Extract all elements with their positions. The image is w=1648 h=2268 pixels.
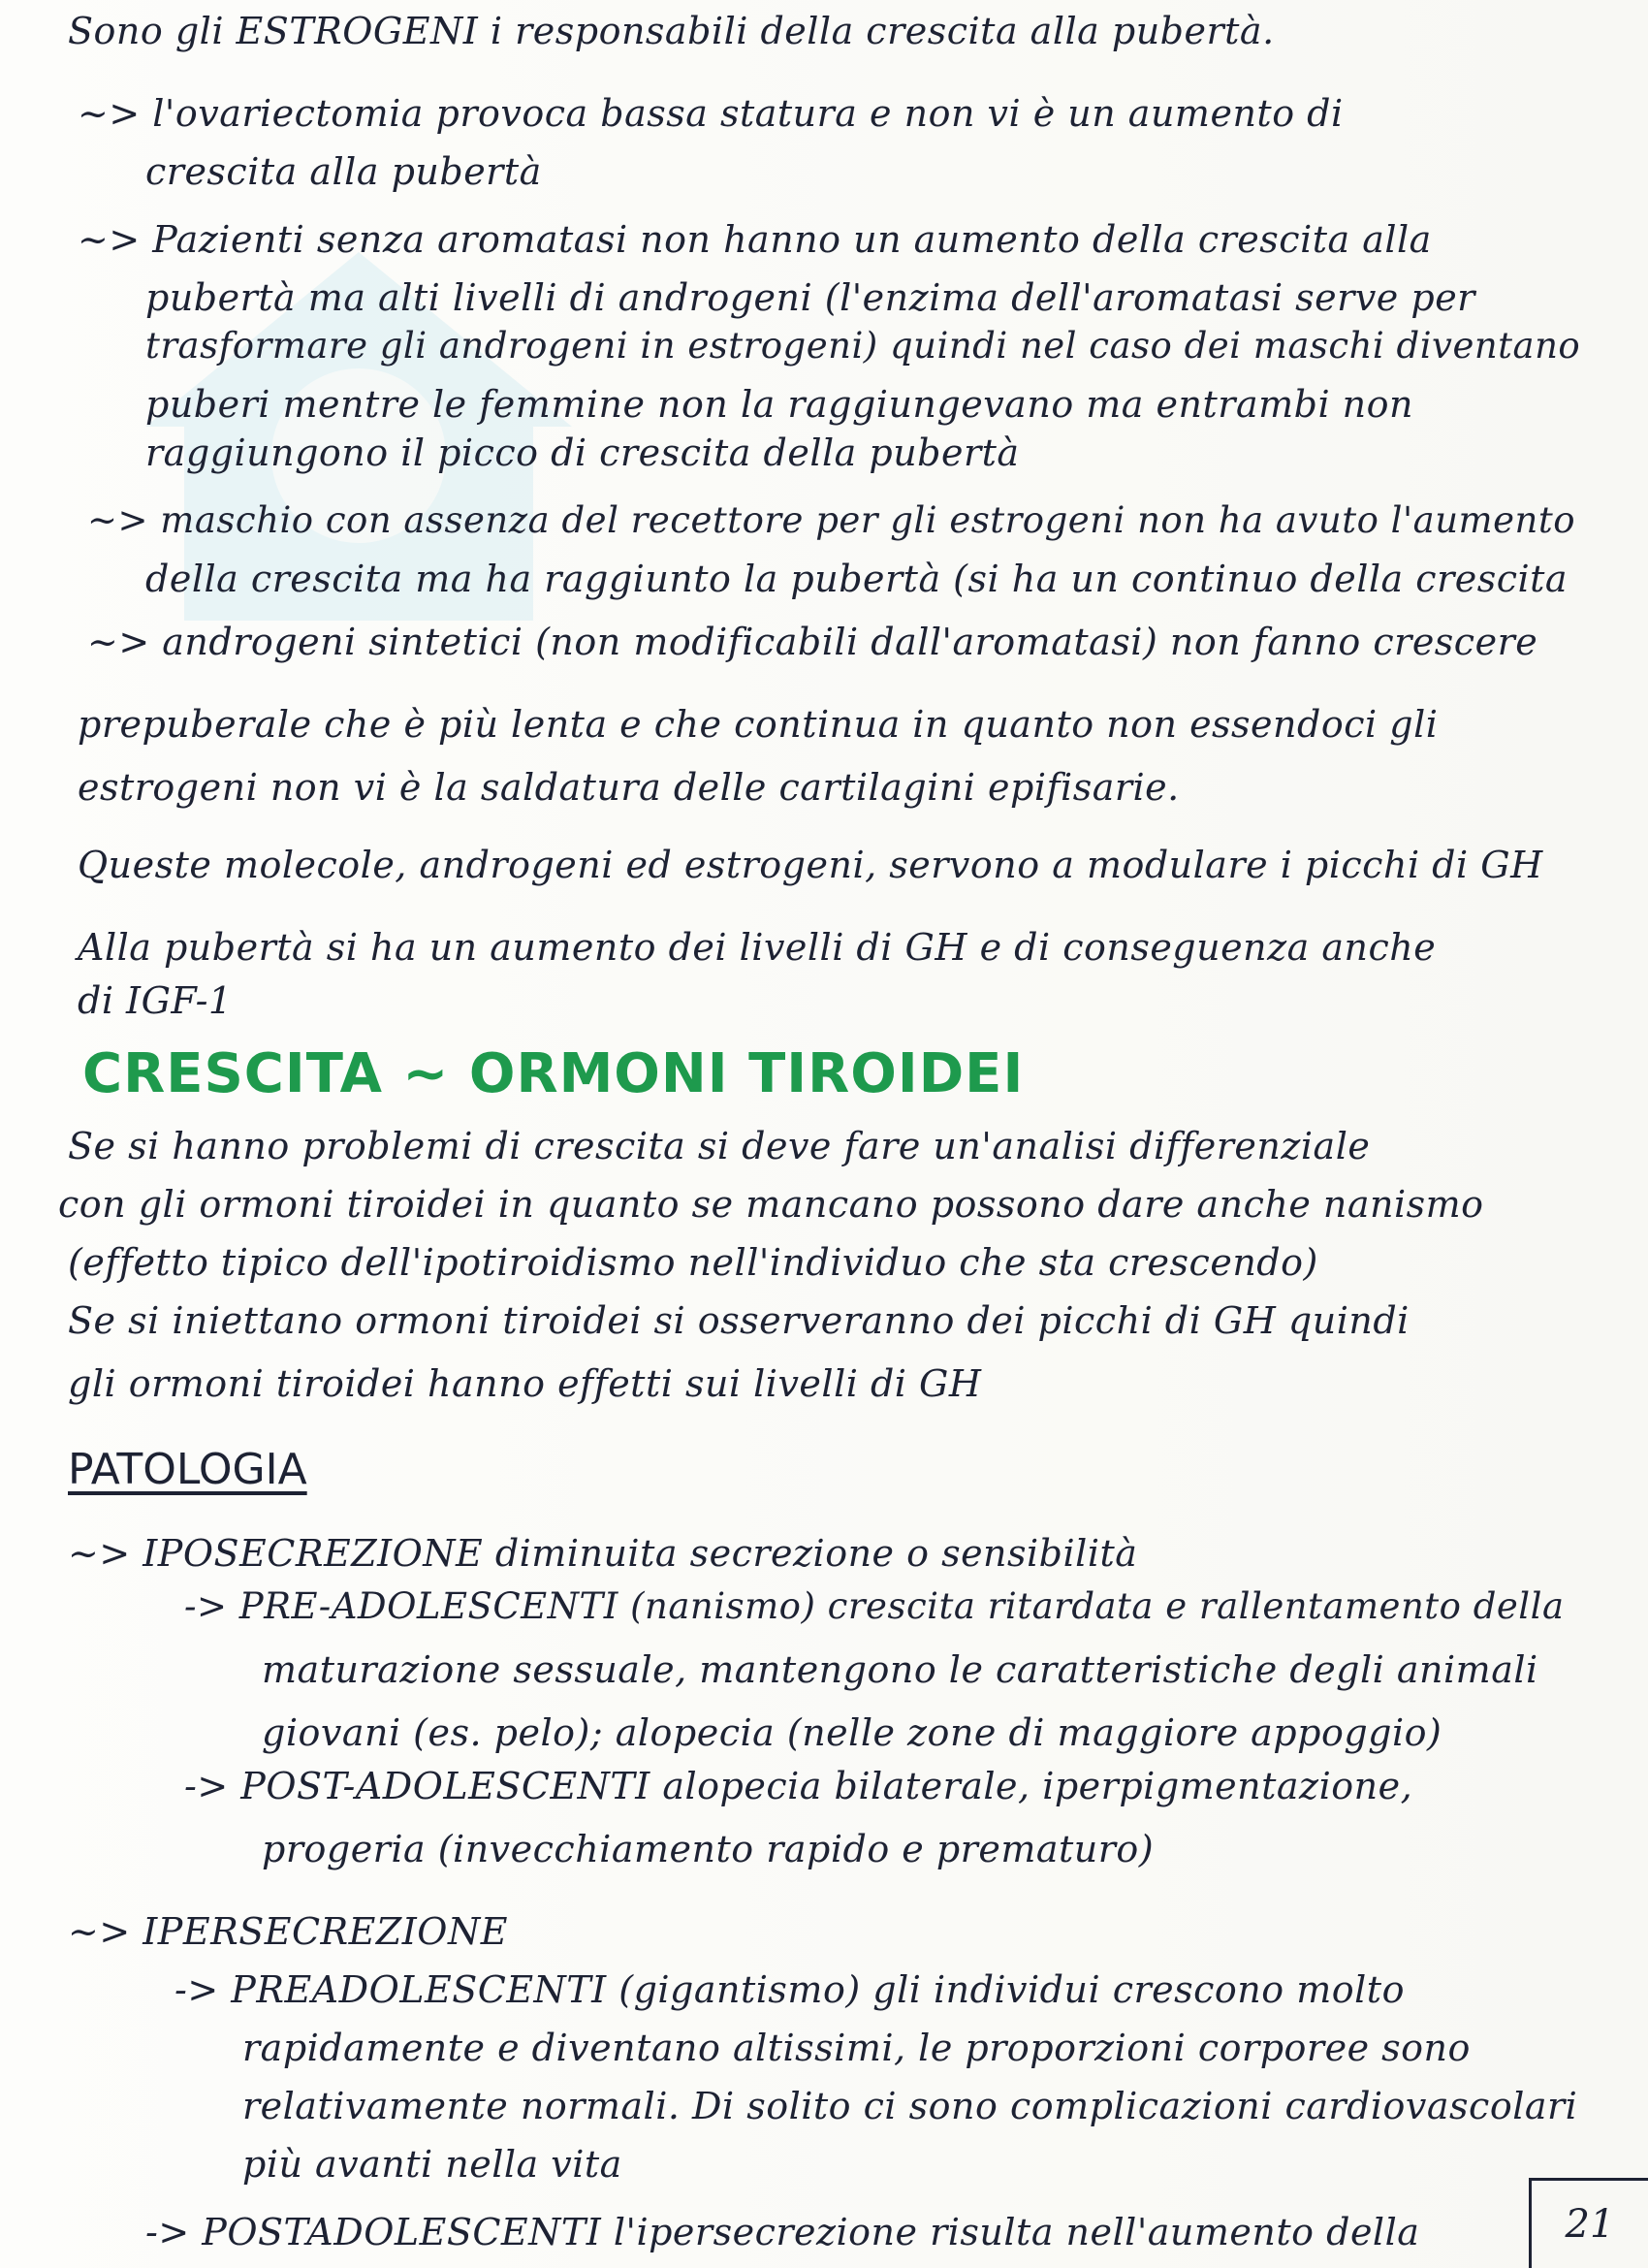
section-heading-crescita-ormoni: CRESCITA ~ ORMONI TIROIDEI	[82, 1042, 1025, 1105]
text-line: ~> l'ovariectomia provoca bassa statura e non vi è un aumento di	[78, 92, 1344, 135]
text-line: giovani (es. pelo); alopecia (nelle zone di maggiore appoggio)	[262, 1711, 1442, 1754]
text-line: trasformare gli androgeni in estrogeni) quindi nel caso dei maschi diventano	[145, 325, 1581, 367]
text-line: crescita alla pubertà	[145, 150, 542, 193]
text-line: gli ormoni tiroidei hanno effetti sui livelli di GH	[68, 1362, 982, 1405]
text-line: ~> androgeni sintetici (non modificabili dall'aromatasi) non fanno crescere	[87, 621, 1538, 663]
text-line: ~> Pazienti senza aromatasi non hanno un aumento della crescita alla	[78, 218, 1432, 261]
text-line: con gli ormoni tiroidei in quanto se mancano possono dare anche nanismo	[58, 1183, 1484, 1226]
page-number: 21	[1529, 2178, 1648, 2268]
section-heading-patologia: PATOLOGIA	[68, 1445, 307, 1494]
text-line: di IGF-1	[78, 979, 233, 1022]
text-line: più avanti nella vita	[242, 2143, 622, 2186]
text-line: puberi mentre le femmine non la raggiungevano ma entrambi non	[145, 383, 1414, 426]
text-line: Se si hanno problemi di crescita si deve fare un'analisi differenziale	[68, 1125, 1371, 1167]
text-line: Queste molecole, androgeni ed estrogeni, servono a modulare i picchi di GH	[78, 844, 1543, 886]
text-line: estrogeni non vi è la saldatura delle cartilagini epifisarie.	[78, 766, 1180, 809]
text-line: -> POST-ADOLESCENTI alopecia bilaterale, iperpigmentazione,	[184, 1765, 1413, 1807]
text-line: rapidamente e diventano altissimi, le proporzioni corporee sono	[242, 2027, 1471, 2069]
text-line: relativamente normali. Di solito ci sono complicazioni cardiovascolari	[242, 2085, 1578, 2127]
text-line: -> PREADOLESCENTI (gigantismo) gli individui crescono molto	[174, 1968, 1405, 2011]
text-line: Se si iniettano ormoni tiroidei si osserveranno dei picchi di GH quindi	[68, 1299, 1410, 1342]
text-line: maturazione sessuale, mantengono le caratteristiche degli animali	[262, 1648, 1538, 1691]
text-line: -> POSTADOLESCENTI l'ipersecrezione risulta nell'aumento della	[145, 2211, 1420, 2253]
text-line: progeria (invecchiamento rapido e prematuro)	[262, 1828, 1155, 1870]
text-line: pubertà ma alti livelli di androgeni (l'enzima dell'aromatasi serve per	[145, 276, 1475, 319]
text-line: raggiungono il picco di crescita della pubertà	[145, 431, 1020, 474]
text-line: prepuberale che è più lenta e che continua in quanto non essendoci gli	[78, 703, 1439, 746]
text-line: Sono gli ESTROGENI i responsabili della crescita alla pubertà.	[68, 10, 1275, 52]
text-line: ~> maschio con assenza del recettore per gli estrogeni non ha avuto l'aumento	[87, 499, 1575, 541]
text-line: ~> IPERSECREZIONE	[68, 1910, 508, 1953]
text-line: (effetto tipico dell'ipotiroidismo nell'individuo che sta crescendo)	[68, 1241, 1318, 1284]
text-line: -> PRE-ADOLESCENTI (nanismo) crescita ritardata e rallentamento della	[184, 1585, 1565, 1627]
text-line: Alla pubertà si ha un aumento dei livelli di GH e di conseguenza anche	[78, 926, 1437, 969]
text-line: della crescita ma ha raggiunto la pubertà (si ha un continuo della crescita	[145, 558, 1569, 600]
text-line: ~> IPOSECREZIONE diminuita secrezione o sensibilità	[68, 1532, 1138, 1575]
